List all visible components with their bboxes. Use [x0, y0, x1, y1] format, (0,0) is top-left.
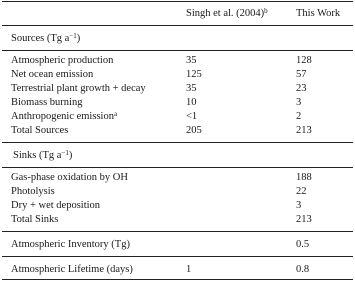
row-singh-value: 35 [186, 55, 197, 66]
row-this-value: 213 [296, 125, 312, 136]
header-rule [2, 25, 353, 26]
row-label: Anthropogenic emission$^a$ [11, 110, 118, 122]
row-label: Gas-phase oxidation by OH [11, 172, 128, 183]
sinks-heading: Sinks (Tg $a^{-1}$) [13, 149, 73, 161]
row-singh-value: <1 [186, 111, 198, 122]
row-singh-value: 10 [186, 97, 197, 108]
row-label: Biomass burning [11, 97, 83, 108]
row-this-value: 22 [296, 186, 307, 197]
sources-end-rule [2, 142, 353, 143]
row-label: Total Sources [11, 125, 69, 136]
row-this-value: 23 [296, 83, 307, 94]
row-this-value: 128 [296, 55, 312, 66]
row-label: Terrestrial plant growth + decay [11, 83, 146, 94]
row-label: Dry + wet deposition [11, 200, 101, 211]
row-this-value: 57 [296, 69, 307, 80]
row-singh-value: 35 [186, 83, 197, 94]
inventory-label: Atmospheric Inventory (Tg) [11, 239, 130, 250]
row-label: Atmospheric production [11, 55, 114, 66]
lifetime-this-value: 0.8 [296, 264, 310, 275]
row-singh-value: 125 [186, 69, 202, 80]
row-label: Photolysis [11, 186, 55, 197]
row-this-value: 3 [296, 200, 302, 211]
sinks-end-rule [2, 231, 353, 232]
column-header-this-work: This Work [296, 8, 341, 19]
inventory-rule [2, 256, 353, 257]
row-this-value: 3 [296, 97, 302, 108]
inventory-this-value: 0.5 [296, 239, 310, 250]
sinks-rule [2, 167, 353, 168]
row-label: Net ocean emission [11, 69, 94, 80]
lifetime-singh-value: 1 [186, 264, 192, 275]
lifetime-label: Atmospheric Lifetime (days) [11, 264, 133, 275]
row-this-value: 188 [296, 172, 312, 183]
table-top-rule [2, 1, 353, 2]
row-this-value: 213 [296, 214, 312, 225]
row-this-value: 2 [296, 111, 302, 122]
column-header-singh: Singh et al. $(2004)^b$ [186, 7, 268, 19]
table-bottom-rule [2, 279, 353, 280]
sources-rule [2, 50, 353, 51]
row-label: Total Sinks [11, 214, 59, 225]
sources-heading: Sources (Tg $a^{-1}$) [11, 32, 81, 44]
row-singh-value: 205 [186, 125, 202, 136]
